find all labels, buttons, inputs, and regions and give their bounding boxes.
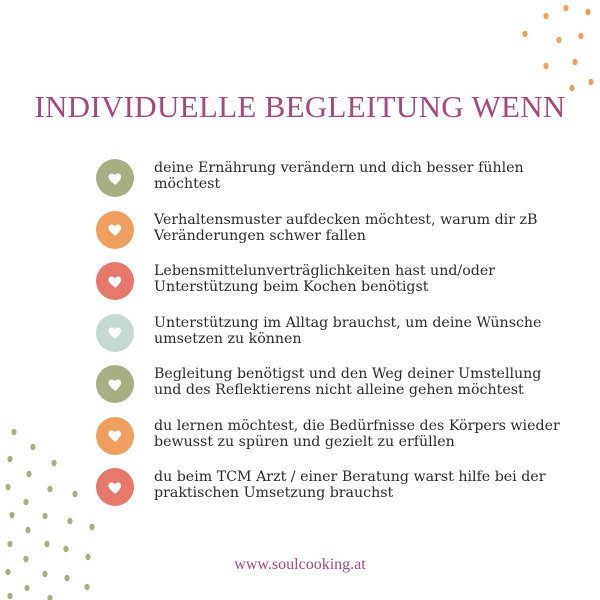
- heart-badge: [96, 159, 134, 197]
- heart-badge: [96, 211, 134, 249]
- list-item: [96, 416, 566, 468]
- list-item-text: du beim TCM Arzt / einer Beratung warst hilfe bei der praktischen Umsetzung brauchst: [154, 469, 546, 501]
- list-item: [96, 467, 566, 519]
- list-item: [96, 158, 566, 210]
- list-item-text: Unterstützung im Alltag brauchst, um deine Wünsche umsetzen zu können: [154, 314, 542, 347]
- heart-icon: [107, 170, 124, 187]
- heart-badge: [96, 468, 134, 506]
- list-item-text: deine Ernährung verändern und dich besser fühlen möchtest: [154, 160, 524, 192]
- list-item: [96, 261, 566, 313]
- heart-badge: [96, 262, 134, 300]
- list-item: [96, 210, 566, 262]
- heart-badge: [96, 365, 134, 403]
- heart-icon: [107, 376, 124, 393]
- list-item-text: Verhaltensmuster aufdecken möchtest, warum dir zB Veränderungen schwer fallen: [154, 211, 538, 244]
- list-item: [96, 364, 566, 416]
- list-item-text: du lernen möchtest, die Bedürfnisse des Körpers wieder bewusst zu spüren und gezielt zu erfüllen: [154, 417, 560, 450]
- heart-icon: [107, 479, 124, 496]
- list-item-text: Lebensmittelunverträglichkeiten hast und/oder Unterstützung beim Kochen benötigst: [154, 263, 495, 295]
- benefit-list: [96, 158, 566, 519]
- page-title: INDIVIDUELLE BEGLEITUNG WENN: [34, 89, 566, 124]
- heart-icon: [107, 427, 124, 444]
- website-link[interactable]: www.soulcooking.at: [234, 556, 366, 573]
- heart-icon: [107, 324, 124, 341]
- list-item-text: Begleitung benötigst und den Weg deiner Umstellung und des Reflektierens nicht alleine gehen möchtest: [154, 366, 542, 398]
- heart-badge: [96, 417, 134, 455]
- orange-dots-top-right: [522, 5, 593, 91]
- heart-badge: [96, 314, 134, 352]
- heart-icon: [107, 273, 124, 290]
- list-item: [96, 313, 566, 365]
- green-dots-bottom-left: [5, 429, 94, 600]
- heart-icon: [107, 221, 124, 238]
